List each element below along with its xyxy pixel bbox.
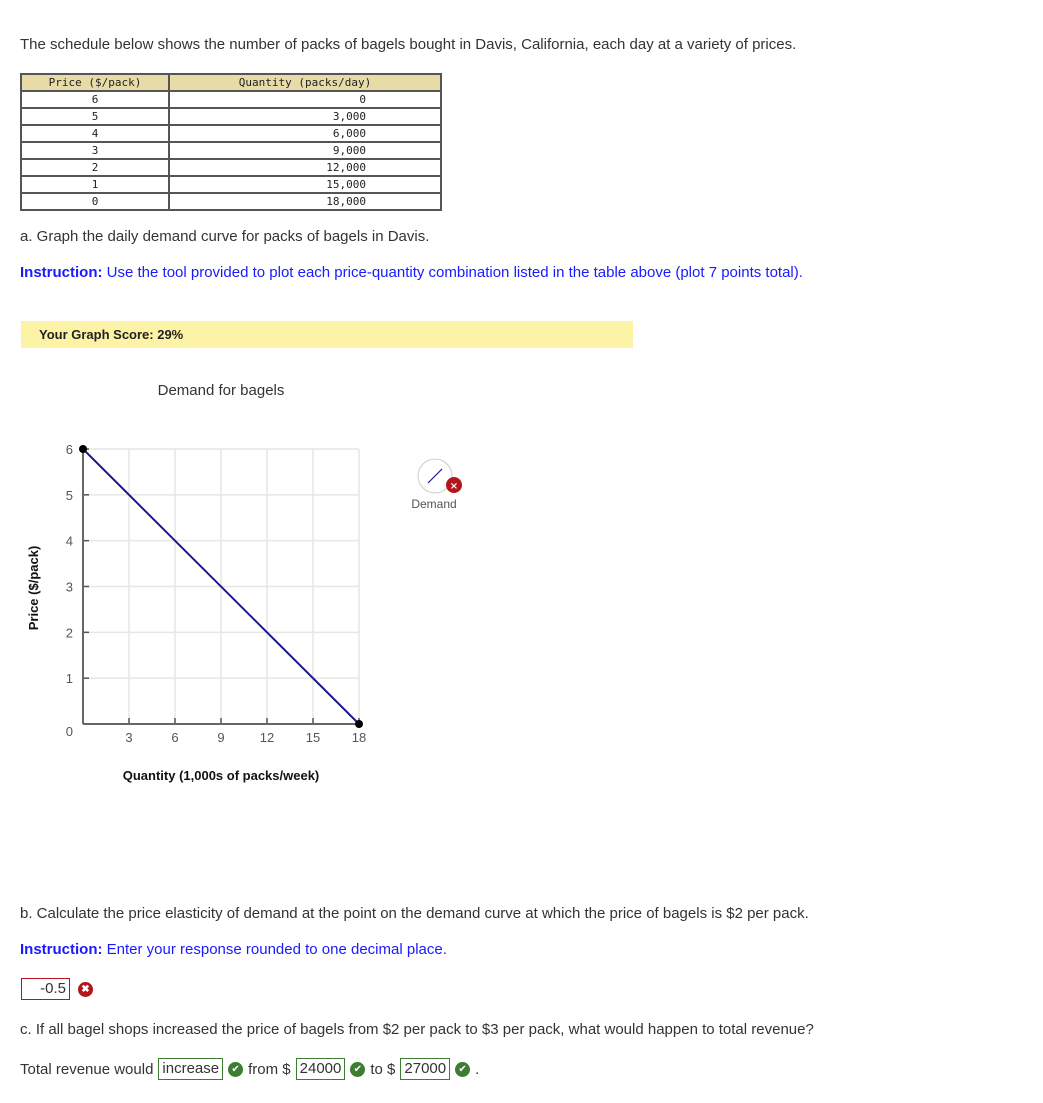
instruction-label: Instruction: <box>20 941 103 958</box>
y-tick-label: 2 <box>65 625 73 641</box>
chart-title: Demand for bagels <box>157 382 285 399</box>
table-row <box>21 176 441 193</box>
table-row <box>21 108 441 125</box>
price-cell: 0 <box>21 193 169 210</box>
x-tick-label: 15 <box>305 730 321 745</box>
graph-score-banner <box>21 321 633 348</box>
svg-text:×: × <box>449 481 459 492</box>
x-tick-label: 3 <box>125 730 133 745</box>
x-axis-label: Quantity (1,000s of packs/week) <box>122 768 320 783</box>
demand-tool[interactable] <box>411 459 462 511</box>
y-tick-label: 0 <box>65 724 73 739</box>
quantity-cell: 9,000 <box>169 142 441 159</box>
instruction-text: Enter your response rounded to one decimal place. <box>102 941 447 958</box>
price-cell: 2 <box>21 159 169 176</box>
revenue-prefix: Total revenue would <box>20 1060 154 1078</box>
demand-point[interactable] <box>79 445 87 453</box>
table-row <box>21 142 441 159</box>
quantity-cell: 3,000 <box>169 108 441 125</box>
x-tick-label: 6 <box>171 730 179 745</box>
quantity-cell: 6,000 <box>169 125 441 142</box>
x-tick-label: 9 <box>217 730 225 745</box>
part-a-question: a. Graph the daily demand curve for packs of bagels in Davis. <box>20 228 430 245</box>
y-tick-label: 5 <box>65 487 73 503</box>
part-c-question: c. If all bagel shops increased the price of bagels from $2 per pack to $3 per pack, what would happen to total revenue? <box>20 1021 814 1038</box>
table-row <box>21 193 441 210</box>
to-label: to $ <box>370 1060 396 1078</box>
elasticity-input[interactable]: -0.5 <box>21 978 70 1000</box>
table-row <box>21 91 441 108</box>
revenue-change-select[interactable]: increase <box>158 1058 223 1080</box>
graph-score: Your Graph Score: 29% <box>39 327 184 342</box>
header-quantity: Quantity (packs/day) <box>169 74 441 91</box>
instruction-text: Use the tool provided to plot each price-quantity combination listed in the table above (plot 7 points total). <box>102 264 803 281</box>
demand-chart[interactable] <box>0 370 520 800</box>
quantity-cell: 12,000 <box>169 159 441 176</box>
price-cell: 6 <box>21 91 169 108</box>
part-c-answer-row <box>20 1058 479 1080</box>
correct-icon: ✔ <box>455 1062 470 1077</box>
x-tick-label: 12 <box>259 730 275 745</box>
part-b-question: b. Calculate the price elasticity of demand at the point on the demand curve at which the price of bagels is $2 per pack. <box>20 905 809 922</box>
y-tick-label: 6 <box>65 442 73 457</box>
instruction-label: Instruction: <box>20 264 103 281</box>
from-revenue-input[interactable]: 24000 <box>296 1058 346 1080</box>
price-cell: 3 <box>21 142 169 159</box>
correct-icon: ✔ <box>228 1062 243 1077</box>
incorrect-icon: ✖ <box>78 982 93 997</box>
price-cell: 1 <box>21 176 169 193</box>
from-label: from $ <box>248 1060 291 1078</box>
quantity-cell: 18,000 <box>169 193 441 210</box>
sentence-end: . <box>475 1060 480 1078</box>
part-b-instruction <box>20 941 447 958</box>
x-tick-label: 18 <box>351 730 367 745</box>
chart-ticks <box>66 442 366 745</box>
price-cell: 4 <box>21 125 169 142</box>
part-b-answer-row <box>21 978 93 1000</box>
to-revenue-input[interactable]: 27000 <box>400 1058 450 1080</box>
demand-tool-label: Demand <box>411 497 457 511</box>
correct-icon: ✔ <box>350 1062 365 1077</box>
part-a-instruction <box>20 264 803 281</box>
price-cell: 5 <box>21 108 169 125</box>
demand-point[interactable] <box>355 720 363 728</box>
quantity-cell: 0 <box>169 91 441 108</box>
intro-text: The schedule below shows the number of packs of bagels bought in Davis, California, each day at a variety of prices. <box>20 36 797 53</box>
quantity-cell: 15,000 <box>169 176 441 193</box>
y-tick-label: 3 <box>65 579 73 595</box>
y-tick-label: 4 <box>65 533 73 549</box>
y-axis-label: Price ($/pack) <box>26 545 41 631</box>
table-row <box>21 125 441 142</box>
header-price: Price ($/pack) <box>21 74 169 91</box>
demand-schedule-table <box>20 73 442 211</box>
y-tick-label: 1 <box>65 671 73 687</box>
table-row <box>21 159 441 176</box>
